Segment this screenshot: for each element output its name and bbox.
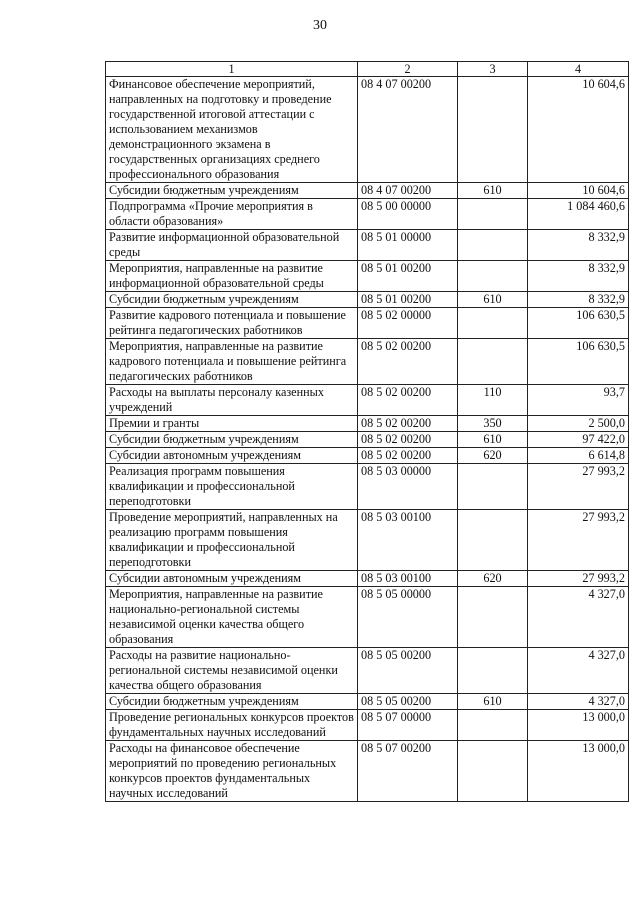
row-amount: 2 500,0 xyxy=(528,416,629,432)
row-amount: 10 604,6 xyxy=(528,183,629,199)
table-row xyxy=(106,464,629,510)
row-code: 08 5 07 00200 xyxy=(358,741,458,802)
row-name: Подпрограмма «Прочие мероприятия в области образования» xyxy=(106,199,358,230)
row-name: Мероприятия, направленные на развитие национально-региональной системы независимой оценки качества общего образования xyxy=(106,587,358,648)
table-row xyxy=(106,308,629,339)
row-type: 620 xyxy=(458,448,528,464)
table-row xyxy=(106,292,629,308)
header-cell-code: 2 xyxy=(358,62,458,77)
row-amount: 27 993,2 xyxy=(528,464,629,510)
table-row xyxy=(106,710,629,741)
row-code: 08 5 02 00200 xyxy=(358,385,458,416)
row-code: 08 5 02 00200 xyxy=(358,416,458,432)
row-type: 110 xyxy=(458,385,528,416)
header-cell-type: 3 xyxy=(458,62,528,77)
row-type xyxy=(458,741,528,802)
row-code: 08 5 02 00200 xyxy=(358,432,458,448)
header-row xyxy=(106,62,629,77)
row-code: 08 5 05 00200 xyxy=(358,694,458,710)
table-row xyxy=(106,741,629,802)
row-name: Субсидии автономным учреждениям xyxy=(106,571,358,587)
row-type xyxy=(458,648,528,694)
row-type xyxy=(458,77,528,183)
row-code: 08 5 01 00200 xyxy=(358,261,458,292)
row-code: 08 5 03 00000 xyxy=(358,464,458,510)
row-amount: 97 422,0 xyxy=(528,432,629,448)
table-row xyxy=(106,587,629,648)
row-type xyxy=(458,464,528,510)
table-row xyxy=(106,448,629,464)
row-name: Расходы на выплаты персоналу казенных учреждений xyxy=(106,385,358,416)
row-name: Расходы на финансовое обеспечение мероприятий по проведению региональных конкурсов проектов фундаментальных научных исследований xyxy=(106,741,358,802)
row-code: 08 5 03 00100 xyxy=(358,571,458,587)
row-amount: 4 327,0 xyxy=(528,694,629,710)
table-row xyxy=(106,432,629,448)
row-type xyxy=(458,339,528,385)
row-amount: 1 084 460,6 xyxy=(528,199,629,230)
row-amount: 8 332,9 xyxy=(528,230,629,261)
row-type xyxy=(458,587,528,648)
row-name: Мероприятия, направленные на развитие информационной образовательной среды xyxy=(106,261,358,292)
table-row xyxy=(106,694,629,710)
row-name: Субсидии бюджетным учреждениям xyxy=(106,432,358,448)
row-type xyxy=(458,710,528,741)
row-amount: 13 000,0 xyxy=(528,741,629,802)
row-amount: 4 327,0 xyxy=(528,587,629,648)
row-name: Субсидии автономным учреждениям xyxy=(106,448,358,464)
row-code: 08 5 02 00200 xyxy=(358,339,458,385)
table-row xyxy=(106,199,629,230)
row-name: Премии и гранты xyxy=(106,416,358,432)
row-type xyxy=(458,308,528,339)
table-row xyxy=(106,510,629,571)
row-amount: 8 332,9 xyxy=(528,261,629,292)
table-row xyxy=(106,571,629,587)
row-amount: 4 327,0 xyxy=(528,648,629,694)
row-code: 08 5 07 00000 xyxy=(358,710,458,741)
table-row xyxy=(106,648,629,694)
row-name: Финансовое обеспечение мероприятий, направленных на подготовку и проведение государственной итоговой аттестации с использованием механизмов демонстрационного экзамена в государственных организациях среднего профессионального образования xyxy=(106,77,358,183)
row-code: 08 5 01 00000 xyxy=(358,230,458,261)
row-type: 350 xyxy=(458,416,528,432)
row-type: 610 xyxy=(458,694,528,710)
row-code: 08 5 02 00000 xyxy=(358,308,458,339)
row-name: Развитие кадрового потенциала и повышение рейтинга педагогических работников xyxy=(106,308,358,339)
row-amount: 8 332,9 xyxy=(528,292,629,308)
row-type xyxy=(458,230,528,261)
row-type xyxy=(458,510,528,571)
row-code: 08 5 05 00000 xyxy=(358,587,458,648)
row-code: 08 5 02 00200 xyxy=(358,448,458,464)
row-code: 08 5 03 00100 xyxy=(358,510,458,571)
row-amount: 10 604,6 xyxy=(528,77,629,183)
row-type: 620 xyxy=(458,571,528,587)
table-row xyxy=(106,339,629,385)
row-amount: 93,7 xyxy=(528,385,629,416)
row-type: 610 xyxy=(458,432,528,448)
row-code: 08 5 05 00200 xyxy=(358,648,458,694)
row-name: Реализация программ повышения квалификации и профессиональной переподготовки xyxy=(106,464,358,510)
row-amount: 6 614,8 xyxy=(528,448,629,464)
row-code: 08 4 07 00200 xyxy=(358,183,458,199)
row-code: 08 5 01 00200 xyxy=(358,292,458,308)
header-cell-name: 1 xyxy=(106,62,358,77)
row-type xyxy=(458,261,528,292)
row-amount: 106 630,5 xyxy=(528,308,629,339)
row-name: Мероприятия, направленные на развитие кадрового потенциала и повышение рейтинга педагогических работников xyxy=(106,339,358,385)
row-amount: 13 000,0 xyxy=(528,710,629,741)
row-code: 08 5 00 00000 xyxy=(358,199,458,230)
table-row xyxy=(106,230,629,261)
row-name: Субсидии бюджетным учреждениям xyxy=(106,183,358,199)
row-amount: 27 993,2 xyxy=(528,571,629,587)
row-name: Субсидии бюджетным учреждениям xyxy=(106,694,358,710)
table-row xyxy=(106,385,629,416)
row-type xyxy=(458,199,528,230)
table-row xyxy=(106,261,629,292)
row-name: Субсидии бюджетным учреждениям xyxy=(106,292,358,308)
page-number: 30 xyxy=(313,18,327,33)
row-name: Проведение региональных конкурсов проектов фундаментальных научных исследований xyxy=(106,710,358,741)
row-name: Проведение мероприятий, направленных на реализацию программ повышения квалификации и профессиональной переподготовки xyxy=(106,510,358,571)
table-row xyxy=(106,77,629,183)
table-row xyxy=(106,183,629,199)
table-row xyxy=(106,416,629,432)
row-amount: 27 993,2 xyxy=(528,510,629,571)
header-cell-amount: 4 xyxy=(528,62,629,77)
row-name: Развитие информационной образовательной среды xyxy=(106,230,358,261)
budget-table xyxy=(105,61,629,802)
row-amount: 106 630,5 xyxy=(528,339,629,385)
row-type: 610 xyxy=(458,183,528,199)
row-type: 610 xyxy=(458,292,528,308)
row-name: Расходы на развитие национально-региональной системы независимой оценки качества общего образования xyxy=(106,648,358,694)
row-code: 08 4 07 00200 xyxy=(358,77,458,183)
